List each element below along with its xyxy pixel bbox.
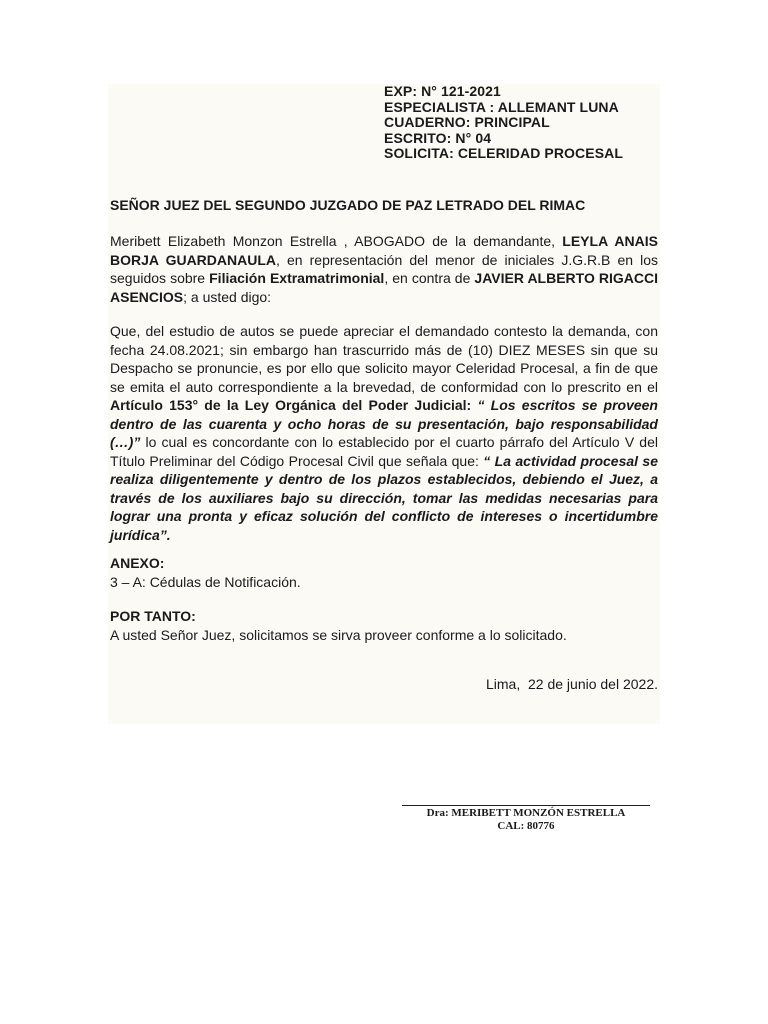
defendant-name: JAVIER ALBERTO RIGACCI ASENCIOS xyxy=(110,270,658,305)
signer-cal: CAL: 80776 xyxy=(497,820,555,832)
intro-text-3: , en contra de xyxy=(384,270,475,286)
por-tanto-heading: POR TANTO: xyxy=(110,608,196,624)
intro-paragraph xyxy=(110,232,658,306)
anexo-heading: ANEXO: xyxy=(110,555,165,571)
anexo-section xyxy=(110,554,301,591)
body-paragraph xyxy=(110,322,658,544)
anexo-item: 3 – A: Cédulas de Notificación. xyxy=(110,573,301,590)
signer-name: Dra: MERIBETT MONZÓN ESTRELLA xyxy=(426,807,626,819)
solicita: SOLICITA: CELERIDAD PROCESAL xyxy=(384,145,623,162)
law-quote-2: “ La actividad procesal se realiza diligentemente y dentro de los plazos establecidos, debiendo el Juez, a través de los auxiliares bajo su dirección, tomar las medidas necesarias para lograr una pronta y eficaz solución del conflicto de intereses o incertidumbre jurídica”. xyxy=(110,452,658,543)
por-tanto-text: A usted Señor Juez, solicitamos se sirva proveer conforme a lo solicitado. xyxy=(110,626,567,643)
plaintiff-name: LEYLA ANAIS BORJA GUARDANAULA xyxy=(110,233,658,268)
signature-line xyxy=(402,805,650,806)
body-text-1: Que, del estudio de autos se puede apreciar el demandado contesto la demanda, con fecha 24.08.2021; sin embargo han trascurrido más de (10) DIEZ MESES sin que su Despacho se pronuncie, es por ello que solicito mayor Celeridad Procesal, a fin de que se emita el auto correspondiente a la brevedad, de conformidad con lo prescrito en el xyxy=(110,323,658,395)
intro-text-2: , en representación del menor de iniciales J.G.R.B en los seguidos sobre xyxy=(110,251,659,286)
intro-text-1: Meribett Elizabeth Monzon Estrella , ABOGADO de la demandante, xyxy=(110,233,563,249)
por-tanto-section xyxy=(110,607,567,644)
law-quote-1: “ Los escritos se proveen dentro de las cuarenta y ocho horas de su presentación, bajo responsabilidad (…)” xyxy=(110,397,658,450)
addressee: SEÑOR JUEZ DEL SEGUNDO JUZGADO DE PAZ LETRADO DEL RIMAC xyxy=(110,197,586,213)
escrito-number: ESCRITO: N° 04 xyxy=(384,129,492,146)
law-article: Artículo 153° de la Ley Orgánica del Poder Judicial: xyxy=(110,397,472,413)
signature-block xyxy=(402,807,650,833)
document-date: Lima, 22 de junio del 2022. xyxy=(485,676,658,692)
especialista: ESPECIALISTA : ALLEMANT LUNA xyxy=(384,98,619,115)
expediente-number: EXP: N° 121-2021 xyxy=(384,83,501,99)
intro-text-4: ; a usted digo: xyxy=(183,288,272,305)
cuaderno: CUADERNO: PRINCIPAL xyxy=(384,114,550,131)
case-header xyxy=(384,84,623,162)
case-matter: Filiación Extramatrimonial xyxy=(209,270,385,286)
body-text-2: lo cual es concordante con lo establecido por el cuarto párrafo del Artículo V del Título Preliminar del Código Procesal Civil que señala que: xyxy=(110,434,658,469)
